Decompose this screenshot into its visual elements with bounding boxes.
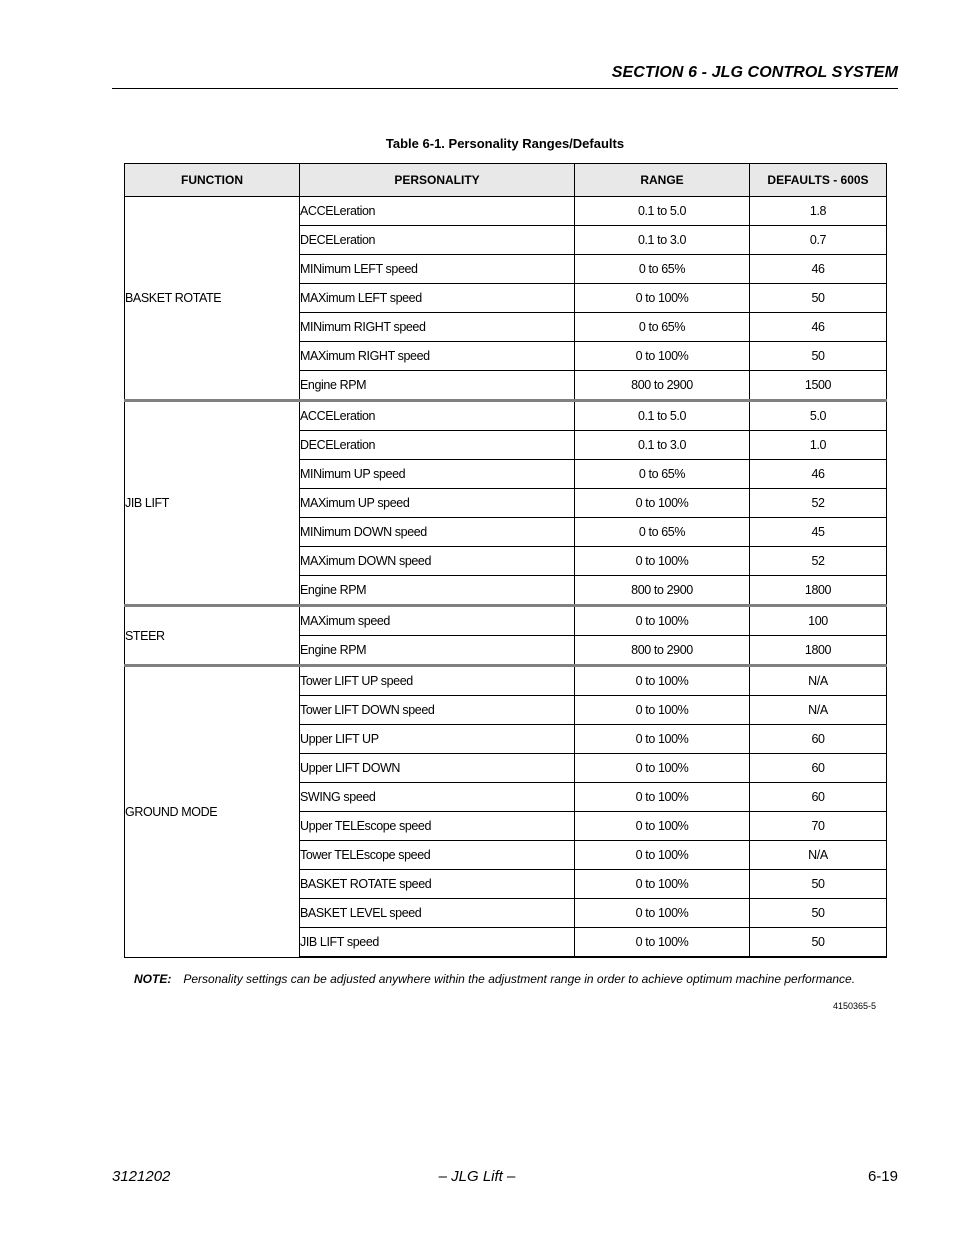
default-cell: 1800 [750, 576, 887, 606]
personality-cell: Engine RPM [300, 371, 575, 401]
range-cell: 0 to 100% [575, 284, 750, 313]
personality-cell: Tower LIFT UP speed [300, 666, 575, 696]
range-cell: 0.1 to 5.0 [575, 197, 750, 226]
range-cell: 0 to 100% [575, 870, 750, 899]
personality-cell: Engine RPM [300, 576, 575, 606]
column-header-personality: PERSONALITY [300, 164, 575, 197]
personality-cell: DECELeration [300, 431, 575, 460]
range-cell: 0 to 100% [575, 928, 750, 958]
personality-cell: BASKET LEVEL speed [300, 899, 575, 928]
range-cell: 0 to 65% [575, 255, 750, 284]
range-cell: 0.1 to 5.0 [575, 401, 750, 431]
personality-cell: Upper TELEscope speed [300, 812, 575, 841]
personality-cell: MINimum UP speed [300, 460, 575, 489]
personality-cell: DECELeration [300, 226, 575, 255]
range-cell: 800 to 2900 [575, 371, 750, 401]
column-header-function: FUNCTION [125, 164, 300, 197]
default-cell: 50 [750, 870, 887, 899]
table-note [134, 972, 894, 986]
default-cell: 1.8 [750, 197, 887, 226]
function-cell: GROUND MODE [125, 666, 300, 958]
header-rule [112, 88, 898, 89]
table-row [125, 401, 887, 431]
personality-cell: Upper LIFT UP [300, 725, 575, 754]
default-cell: 46 [750, 313, 887, 342]
default-cell: 60 [750, 783, 887, 812]
table-row [125, 197, 887, 226]
table-header-row [125, 164, 887, 197]
figure-number: 4150365-5 [832, 1001, 876, 1011]
default-cell: 50 [750, 928, 887, 958]
note-text: Personality settings can be adjusted anywhere within the adjustment range in order to achieve optimum machine performance. [183, 972, 856, 986]
default-cell: 60 [750, 725, 887, 754]
range-cell: 0 to 100% [575, 783, 750, 812]
range-cell: 0 to 100% [575, 666, 750, 696]
personality-cell: MINimum RIGHT speed [300, 313, 575, 342]
default-cell: 52 [750, 547, 887, 576]
default-cell: 50 [750, 899, 887, 928]
default-cell: 50 [750, 284, 887, 313]
personality-cell: Upper LIFT DOWN [300, 754, 575, 783]
range-cell: 0 to 100% [575, 754, 750, 783]
range-cell: 0 to 100% [575, 725, 750, 754]
table-title: Table 6-1. Personality Ranges/Defaults [385, 136, 625, 151]
table-row [125, 666, 887, 696]
default-cell: 70 [750, 812, 887, 841]
range-cell: 0 to 100% [575, 841, 750, 870]
default-cell: 1.0 [750, 431, 887, 460]
default-cell: 60 [750, 754, 887, 783]
section-title: SECTION 6 - JLG CONTROL SYSTEM [611, 64, 898, 81]
footer-page-number: 6-19 [867, 1168, 898, 1185]
range-cell: 0 to 100% [575, 342, 750, 371]
default-cell: 46 [750, 255, 887, 284]
personality-cell: MAXimum RIGHT speed [300, 342, 575, 371]
personality-cell: MAXimum UP speed [300, 489, 575, 518]
personality-cell: BASKET ROTATE speed [300, 870, 575, 899]
range-cell: 0 to 100% [575, 547, 750, 576]
default-cell: N/A [750, 696, 887, 725]
personality-cell: Engine RPM [300, 636, 575, 666]
column-header-range: RANGE [575, 164, 750, 197]
default-cell: 50 [750, 342, 887, 371]
footer-document-number: 3121202 [112, 1168, 171, 1185]
range-cell: 0 to 65% [575, 460, 750, 489]
default-cell: 1500 [750, 371, 887, 401]
personality-cell: Tower LIFT DOWN speed [300, 696, 575, 725]
default-cell: 0.7 [750, 226, 887, 255]
default-cell: 100 [750, 606, 887, 636]
table-row [125, 606, 887, 636]
range-cell: 0 to 65% [575, 518, 750, 547]
personality-cell: Tower TELEscope speed [300, 841, 575, 870]
range-cell: 0 to 100% [575, 899, 750, 928]
default-cell: N/A [750, 666, 887, 696]
personality-table [124, 163, 887, 958]
personality-cell: MINimum LEFT speed [300, 255, 575, 284]
function-cell: STEER [125, 606, 300, 666]
default-cell: 46 [750, 460, 887, 489]
personality-cell: MAXimum LEFT speed [300, 284, 575, 313]
personality-cell: MAXimum DOWN speed [300, 547, 575, 576]
range-cell: 800 to 2900 [575, 636, 750, 666]
range-cell: 0 to 100% [575, 812, 750, 841]
function-cell: JIB LIFT [125, 401, 300, 606]
range-cell: 0 to 65% [575, 313, 750, 342]
range-cell: 0.1 to 3.0 [575, 226, 750, 255]
footer-publisher: – JLG Lift – [438, 1168, 516, 1185]
range-cell: 800 to 2900 [575, 576, 750, 606]
range-cell: 0.1 to 3.0 [575, 431, 750, 460]
default-cell: 52 [750, 489, 887, 518]
default-cell: N/A [750, 841, 887, 870]
personality-cell: JIB LIFT speed [300, 928, 575, 958]
table-body [125, 197, 887, 958]
range-cell: 0 to 100% [575, 606, 750, 636]
default-cell: 45 [750, 518, 887, 547]
personality-cell: MAXimum speed [300, 606, 575, 636]
column-header-defaults: DEFAULTS - 600S [750, 164, 887, 197]
personality-cell: ACCELeration [300, 401, 575, 431]
personality-cell: ACCELeration [300, 197, 575, 226]
function-cell: BASKET ROTATE [125, 197, 300, 401]
default-cell: 5.0 [750, 401, 887, 431]
range-cell: 0 to 100% [575, 489, 750, 518]
default-cell: 1800 [750, 636, 887, 666]
personality-cell: SWING speed [300, 783, 575, 812]
range-cell: 0 to 100% [575, 696, 750, 725]
note-label: NOTE: [134, 972, 172, 986]
personality-cell: MINimum DOWN speed [300, 518, 575, 547]
